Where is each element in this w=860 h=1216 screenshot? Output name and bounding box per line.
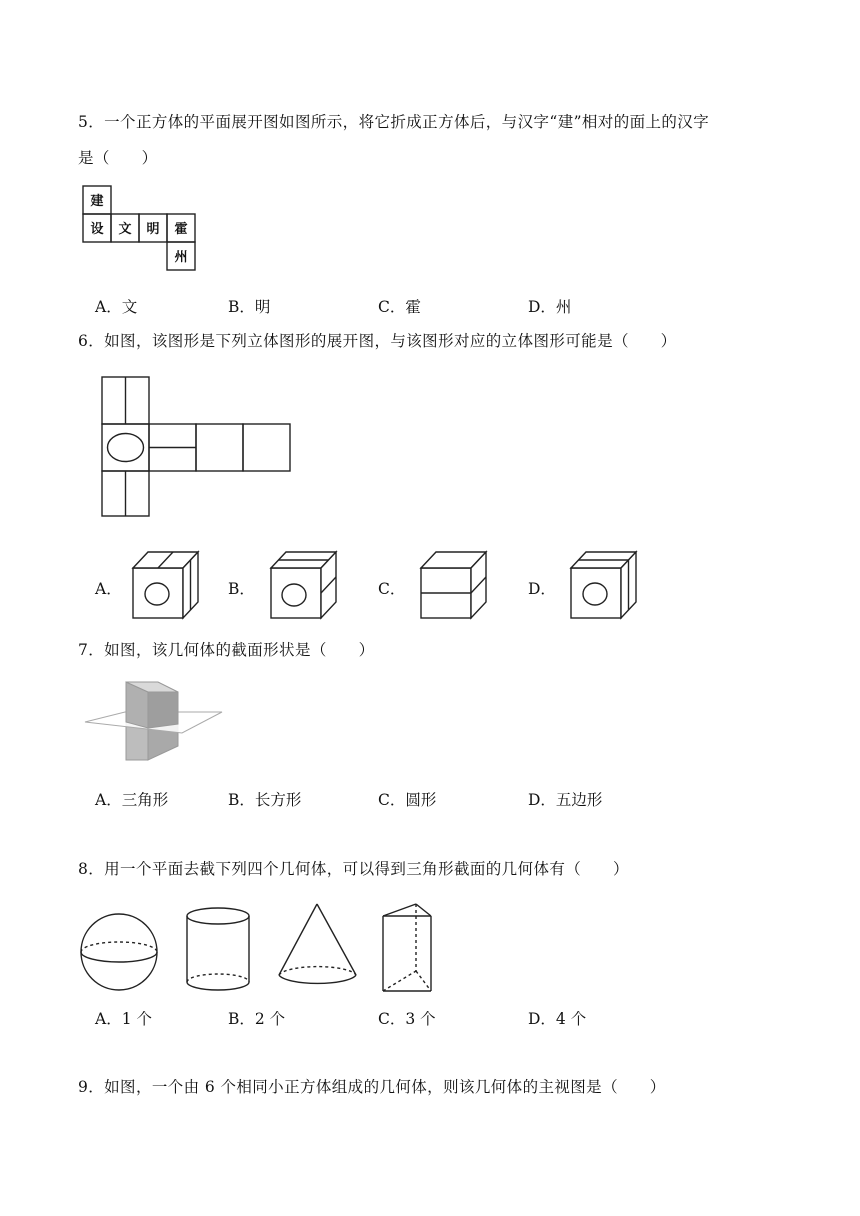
q8-option-d[interactable]: D．4 个 — [528, 1010, 587, 1028]
q8-stem: 8．用一个平面去截下列四个几何体，可以得到三角形截面的几何体有（ ） — [78, 860, 629, 878]
q7-option-a[interactable]: A．三角形 — [95, 791, 169, 809]
q5-option-a[interactable]: A．文 — [95, 298, 138, 316]
q5-option-c[interactable]: C．霍 — [378, 298, 421, 316]
q5-cube-net-figure — [80, 184, 200, 274]
q6-option-c-cube[interactable] — [416, 548, 496, 622]
q6-option-c-label[interactable]: C． — [378, 580, 406, 598]
q6-stem: 6．如图，该图形是下列立体图形的展开图，与该图形对应的立体图形可能是（ ） — [78, 332, 677, 350]
q6-option-b-label[interactable]: B． — [228, 580, 255, 598]
q6-option-a-cube[interactable] — [128, 548, 208, 622]
cylinder — [187, 908, 249, 990]
q6-option-b-cube[interactable] — [266, 548, 346, 622]
net-label-5: 霍 — [174, 222, 188, 237]
q7-option-d[interactable]: D．五边形 — [528, 791, 603, 809]
cone — [279, 904, 356, 983]
net-label-3: 文 — [118, 222, 132, 237]
q8-option-a[interactable]: A．1 个 — [95, 1010, 152, 1028]
q6-unfolded-net-figure — [100, 375, 295, 520]
net-label-2: 设 — [90, 222, 104, 237]
q8-option-c[interactable]: C．3 个 — [378, 1010, 436, 1028]
q5-option-d[interactable]: D．州 — [528, 298, 572, 316]
net-label-6: 州 — [174, 250, 188, 265]
q5-stem-line1: 5．一个正方体的平面展开图如图所示，将它折成正方体后，与汉字“建”相对的面上的汉字 — [78, 113, 710, 131]
net-label-1: 建 — [90, 194, 104, 209]
q7-stem: 7．如图，该几何体的截面形状是（ ） — [78, 641, 375, 659]
q6-option-a-label[interactable]: A． — [95, 580, 122, 598]
q6-option-d-label[interactable]: D． — [528, 580, 556, 598]
triangular-prism — [383, 904, 431, 991]
q8-solids-figure — [78, 900, 478, 1000]
q5-option-b[interactable]: B．明 — [228, 298, 271, 316]
q7-option-c[interactable]: C．圆形 — [378, 791, 437, 809]
q9-stem: 9．如图，一个由 6 个相同小正方体组成的几何体，则该几何体的主视图是（ ） — [78, 1078, 666, 1096]
q6-option-d-cube[interactable] — [566, 548, 646, 622]
q7-sectioned-prism-figure — [82, 678, 224, 768]
sphere — [81, 914, 157, 990]
q7-option-b[interactable]: B．长方形 — [228, 791, 302, 809]
net-label-4: 明 — [146, 222, 160, 237]
q5-stem-line2: 是（ ） — [78, 149, 158, 167]
q8-option-b[interactable]: B．2 个 — [228, 1010, 286, 1028]
